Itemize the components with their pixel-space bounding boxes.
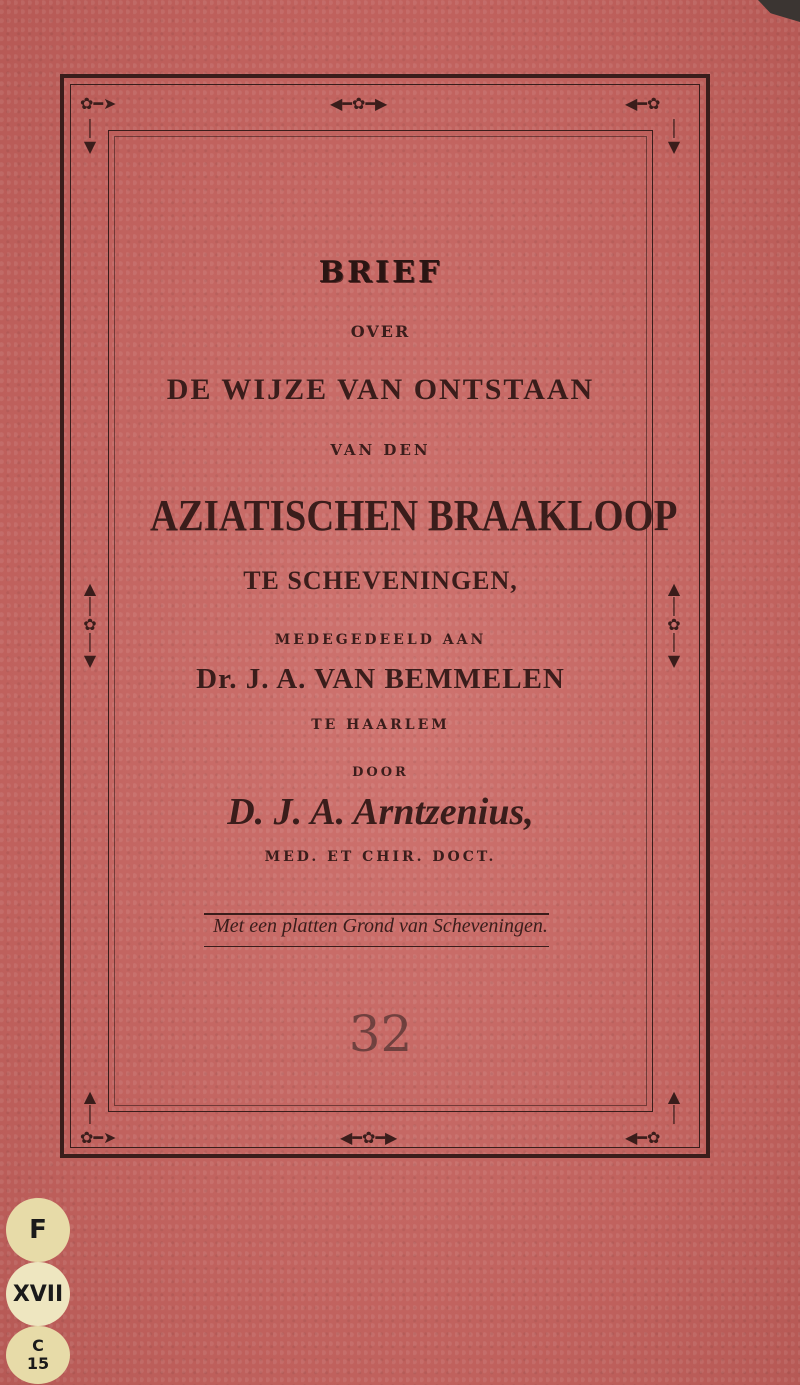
ornamental-title: BRIEF (318, 255, 443, 290)
ornament-bottom-right-arrow-icon: ▲ │ (667, 1087, 681, 1124)
library-label-shelf (6, 1326, 70, 1384)
title-main: AZIATISCHEN BRAAKLOOP (149, 491, 678, 540)
ornament-bottom-right-icon: ◀━✿ (625, 1128, 661, 1147)
dedicatee-name: Dr. J. A. VAN BEMMELEN (196, 663, 565, 695)
author-degree: MED. ET CHIR. DOCT. (264, 849, 497, 865)
author-name: D. J. A. Arntzenius, (227, 791, 534, 833)
title-place: TE SCHEVENINGEN, (243, 566, 518, 595)
title-line-van-den: VAN DEN (330, 441, 431, 459)
plate-note: Met een platten Grond van Scheveningen. (213, 915, 548, 937)
library-label-volume: XVII (6, 1262, 70, 1326)
shelf-code-top: C (32, 1336, 44, 1355)
by-label: DOOR (352, 765, 409, 780)
torn-corner (758, 0, 800, 22)
shelf-code-bottom: 15 (26, 1354, 50, 1373)
ornament-top-left-icon: ✿━➤ (80, 94, 117, 113)
title-main-wrap (114, 490, 678, 541)
ornament-top-right-arrow-icon: │ ▼ (667, 119, 681, 156)
dedicatee-place: TE HAARLEM (311, 717, 450, 733)
ornament-top-right-icon: ◀━✿ (625, 94, 661, 113)
ornament-right-middle-icon: ▲ │ ✿ │ ▼ (667, 579, 681, 670)
dedication-intro: MEDEGEDEELD AAN (274, 632, 487, 648)
title-over: OVER (350, 322, 411, 341)
ornament-top-center-icon: ◀━✿━▶ (330, 94, 388, 113)
title-page (114, 0, 678, 1385)
library-label-letter: F (6, 1198, 70, 1262)
ornament-left-middle-icon: ▲ │ ✿ │ ▼ (83, 579, 97, 670)
ornament-top-left-arrow-icon: │ ▼ (83, 119, 97, 156)
ornament-bottom-left-arrow-icon: ▲ │ (83, 1087, 97, 1124)
title-line-wijze: DE WIJZE VAN ONTSTAAN (166, 373, 595, 406)
ornament-bottom-center-icon: ◀━✿━▶ (340, 1128, 398, 1147)
ornament-bottom-left-icon: ✿━➤ (80, 1128, 117, 1147)
divider-bottom (204, 946, 549, 947)
handwritten-number: 32 (348, 1005, 413, 1063)
